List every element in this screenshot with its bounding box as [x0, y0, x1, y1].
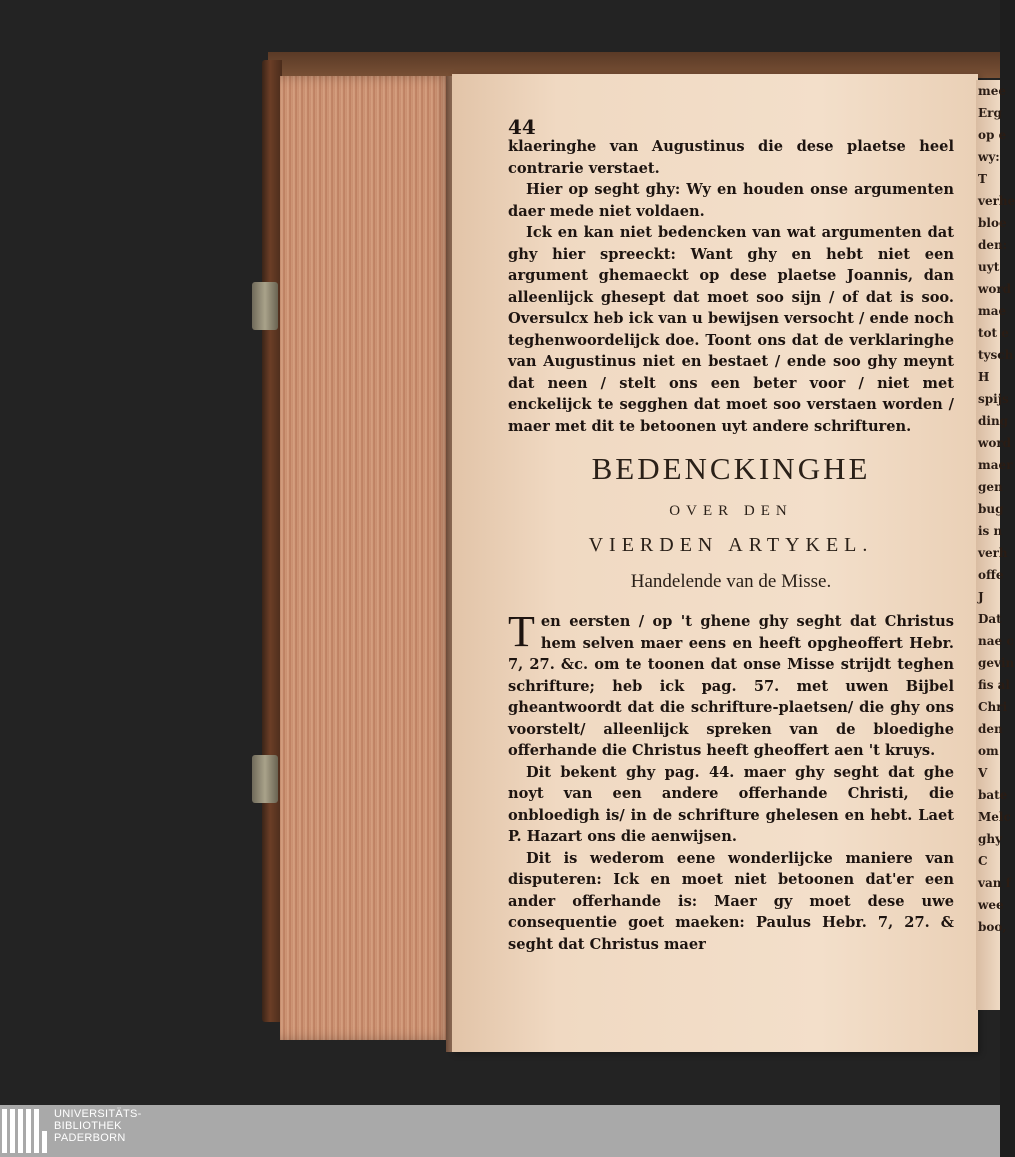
- page-number: 44: [508, 115, 536, 139]
- next-page-fragment: C: [978, 854, 988, 868]
- section-article: VIERDEN ARTYKEL.: [588, 534, 874, 556]
- next-page-fragment: bate: [978, 788, 1008, 802]
- next-page-fragment: Melc: [978, 810, 1011, 824]
- next-page-fragment: nae c: [978, 634, 1014, 648]
- next-page-fragment: V: [978, 766, 988, 780]
- next-page-fragment: maer: [978, 458, 1013, 472]
- page-text: [508, 116, 954, 955]
- next-page-fragment: gevin: [978, 656, 1015, 670]
- next-page-fragment: tysch: [978, 348, 1014, 362]
- library-logo-icon: [0, 1107, 48, 1155]
- next-page-fragment: Dat: [978, 612, 1002, 626]
- library-name-line1: UNIVERSITÄTS-: [54, 1108, 142, 1120]
- paragraph-continuation: klaeringhe van Augustinus die dese plaetse heel contrarie verstaet.: [508, 138, 954, 177]
- next-page-fragment: om: [978, 744, 999, 758]
- next-page-fragment: wy:: [978, 150, 1000, 164]
- book-clasp-upper: [252, 282, 278, 330]
- paragraph-reply: Ick en kan niet bedencken van wat argumenten dat ghy hier spreeckt: Want ghy en hebt niet een argument ghemaeckt op dese plaetse Joannis, dan alleenlijck ghesept dat moet soo sijn / of dat is soo. Oversulcx heb ick van u bewijsen versocht / ende noch teghenwoordelijck doe. Toont ons dat de verklaringhe van Augustinus niet en bestaet / ende soo ghy meynt dat neen / stelt ons een beter voor / niet met enckelijck te segghen dat moet soo verstaen worden / maer met dit te betoonen uyt andere schrifturen.: [508, 224, 954, 435]
- next-page-fragment: word: [978, 282, 1012, 296]
- section-title: BEDENCKINGHE: [591, 451, 871, 486]
- paragraph-first-text: en eersten / op 't ghene ghy seght dat Christus hem selven maer eens en heeft opgheoffert Hebr. 7, 27. &c. om te toonen dat onse Misse strijdt teghen schrifture; heb ick pag. 57. met uwen Bijbel gheantwoordt dat die schrifture-plaetsen/ die ghy ons voorstelt/ alleenlijck spreken van de bloedighe offerhande die Christus heeft gheoffert aen 't kruys.: [508, 613, 954, 759]
- library-name: [54, 1108, 142, 1144]
- drop-cap: T: [508, 607, 535, 656]
- next-page-fragment: tot e: [978, 326, 1009, 340]
- next-page-fragment: den:: [978, 238, 1008, 252]
- next-page-fragment: den: [978, 722, 1003, 736]
- section-caption: Handelende van de Misse.: [630, 571, 832, 592]
- next-page-fragment: wee: [978, 898, 1004, 912]
- book-clasp-lower: [252, 755, 278, 803]
- paragraph-quote: Hier op seght ghy: Wy en houden onse argumenten daer mede niet voldaen.: [508, 181, 954, 220]
- next-page-fragment: mae: [978, 304, 1007, 318]
- page-edges: [280, 76, 452, 1040]
- paragraph-first: [508, 607, 954, 762]
- next-page-fragment: Erg: [978, 106, 1002, 120]
- library-footer-bar: [0, 1105, 1000, 1157]
- next-page-fragment: gen: [978, 480, 1003, 494]
- next-page-fragment: offe: [978, 568, 1004, 582]
- next-page-fragment: word: [978, 436, 1012, 450]
- paragraph-third: Dit is wederom eene wonderlijcke maniere van disputeren: Ick en moet niet betoonen dat'er een ander offerhande is: Maer gy moet dese uwe consequentie goet maeken: Paulus Hebr. 7, 27. & seght dat Christus maer: [508, 849, 954, 953]
- section-subtitle: OVER DEN: [669, 503, 793, 519]
- next-page-fragment: ding: [978, 414, 1009, 428]
- next-page-fragment: mee: [978, 84, 1006, 98]
- next-page-fragment: verhe: [978, 194, 1015, 208]
- next-page-fragment: verh: [978, 546, 1008, 560]
- next-page-fragment: ghy: [978, 832, 1003, 846]
- library-name-line3: PADERBORN: [54, 1132, 126, 1144]
- next-page-fragment: J: [978, 590, 984, 604]
- next-page-fragment: fis al: [978, 678, 1010, 692]
- next-page-fragment: spijs: [978, 392, 1009, 406]
- next-page-edge: [976, 80, 1015, 1010]
- next-page-fragment: boo,: [978, 920, 1007, 934]
- library-name-line2: BIBLIOTHEK: [54, 1120, 122, 1132]
- book-spine-edge: [262, 60, 282, 1022]
- next-page-fragment: Chri: [978, 700, 1008, 714]
- next-page-fragment: T: [978, 172, 987, 186]
- next-page-fragment: van f: [978, 876, 1011, 890]
- next-page-fragment: bloe: [978, 216, 1007, 230]
- next-page-fragment: uyt: [978, 260, 1000, 274]
- next-page-fragment: H: [978, 370, 990, 384]
- next-page-fragment: is n: [978, 524, 1003, 538]
- paragraph-second: Dit bekent ghy pag. 44. maer ghy seght dat ghe noyt van een andere offerhande Christi, die onbloedigh is/ in de schrifture ghelesen en hebt. Laet P. Hazart ons die aenwijsen.: [508, 763, 954, 845]
- next-page-fragment: op e: [978, 128, 1007, 142]
- next-page-fragment: bug: [978, 502, 1004, 516]
